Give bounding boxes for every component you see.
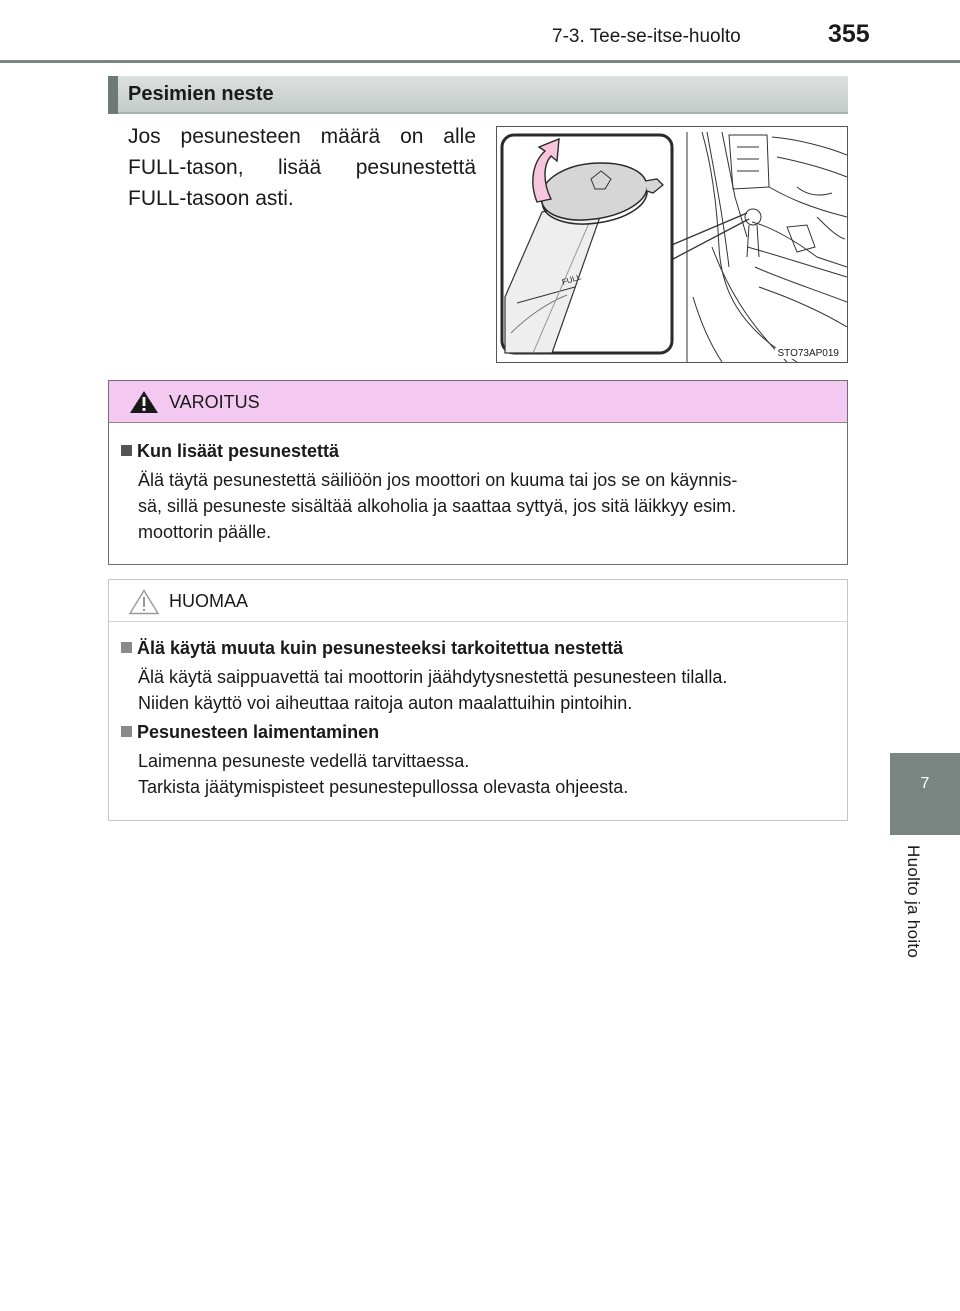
notice-item-title: [121, 638, 623, 659]
notice-line: Niiden käyttö voi aiheuttaa raitoja auton maalattuihin pintoihin.: [138, 693, 633, 713]
warning-item-body: [138, 467, 838, 545]
notice-line: Älä käytä saippuavettä tai moottorin jäähdytysnestettä pesunesteen tilalla.: [138, 667, 728, 687]
header-rule: [0, 60, 960, 63]
notice-label: HUOMAA: [169, 591, 249, 611]
warning-item-title: [121, 441, 339, 462]
notice-item-body: [138, 748, 838, 800]
notice-item-body: [138, 664, 838, 716]
bullet-square-icon: [121, 642, 132, 653]
section-title: Pesimien neste: [128, 83, 274, 105]
page-number: 355: [828, 20, 870, 48]
chapter-title-vertical: Huolto ja hoito: [904, 845, 923, 959]
notice-line: Laimenna pesuneste vedellä tarvittaessa.: [138, 751, 470, 771]
chapter-number: 7: [920, 775, 930, 792]
engine-bay-drawing: [497, 127, 847, 362]
notice-item-title-text: Älä käytä muuta kuin pesunesteeksi tarkoitettua nestettä: [137, 638, 624, 658]
notice-item-title: [121, 722, 379, 743]
warning-line: moottorin päälle.: [138, 522, 272, 542]
caution-triangle-icon: [129, 589, 159, 615]
warning-header: [109, 381, 847, 423]
notice-box: [108, 579, 848, 821]
figure-code: STO73AP019: [777, 348, 839, 359]
bullet-square-icon: [121, 726, 132, 737]
warning-triangle-icon: [129, 390, 159, 414]
warning-line: sä, sillä pesuneste sisältää alkoholia ja saattaa syttyä, jos sitä läikkyy esim.: [138, 496, 737, 516]
warning-item-title-text: Kun lisäät pesunestettä: [137, 441, 340, 461]
washer-reservoir-illustration: [496, 126, 848, 363]
section-header-bar: [108, 76, 118, 114]
warning-label: VAROITUS: [169, 392, 260, 412]
warning-box: [108, 380, 848, 565]
chapter-section-title: 7-3. Tee-se-itse-huolto: [552, 26, 741, 47]
notice-item-title-text: Pesunesteen laimentaminen: [137, 722, 380, 742]
full-mark-label: FULL: [560, 272, 583, 287]
notice-line: Tarkista jäätymispisteet pesunestepullossa olevasta ohjeesta.: [138, 777, 629, 797]
warning-line: Älä täytä pesunestettä säiliöön jos moottori on kuuma tai jos se on käynnis-: [138, 470, 738, 490]
notice-header: [109, 580, 847, 622]
intro-paragraph: Jos pesunesteen määrä on alle FULL-tason, lisää pesunestettä FULL-tasoon asti.: [128, 125, 476, 210]
section-header: [108, 76, 848, 114]
chapter-tab: [890, 753, 960, 835]
bullet-square-icon: [121, 445, 132, 456]
